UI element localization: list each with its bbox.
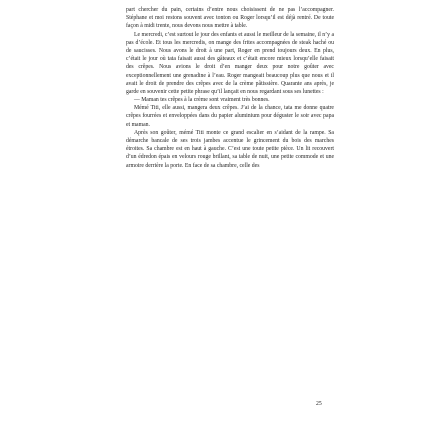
- paragraph-4: Mémé Titi, elle aussi, mangera deux crêpes. J’ai de la chance, tata me donne quatre crêpes fourrées et enveloppées dans du papier aluminium pour déguster le soir avec papa et maman.: [126, 105, 334, 128]
- paragraph-2: Le mercredi, c’est surtout le jour des enfants et aussi le meilleur de la semaine, il n’y a pas d’école. Et tous les mercredis, on mange des frites accompagnées de steak haché ou de saucisses. Nous avons le droit à une part, Roger en prend toujours deux. En plus, c’était le jour où tata faisait aussi des gâteaux et c’était encore mieux lorsqu’elle faisait des crêpes. Nous avions le droit d’en manger deux pour notre goûter avec exceptionnellement une grenadine à l’eau. Roger mangeait beaucoup plus que nous et il avait le droit de prendre des crêpes avec de la crème pâtissière. Quarante ans après, je garde en souvenir cette petite phrase qu’il lançait en nous regardant sous ses lunettes :: [126, 31, 334, 95]
- text-column: [126, 6, 334, 170]
- page-number: 25: [316, 401, 322, 407]
- paragraph-5: Après son goûter, mémé Titi monte ce grand escalier en s’aidant de la rampe. Sa démarche bancale de ses trois jambes accentue le grincement du bois des marches étroites. Sa chambre est en haut à gauche. C’est une toute petite pièce. Un lit recouvert d’un édredon épais en velours rouge brillant, sa table de nuit, une petite commode et une armoire derrière la porte. En face de sa chambre, celle des: [126, 129, 334, 169]
- paragraph-3: — Maman tes crêpes à la crème sont vraiment très bonnes.: [134, 97, 270, 104]
- paragraph-1: part chercher du pain, certains d’entre nous choisissent de ne pas l’accompagner. Stéphane et moi restons souvent avec tonton ou Roger lorsqu’il est déjà rentré. De toute façon à midi trente, nous devons nous mettre à table.: [126, 7, 334, 30]
